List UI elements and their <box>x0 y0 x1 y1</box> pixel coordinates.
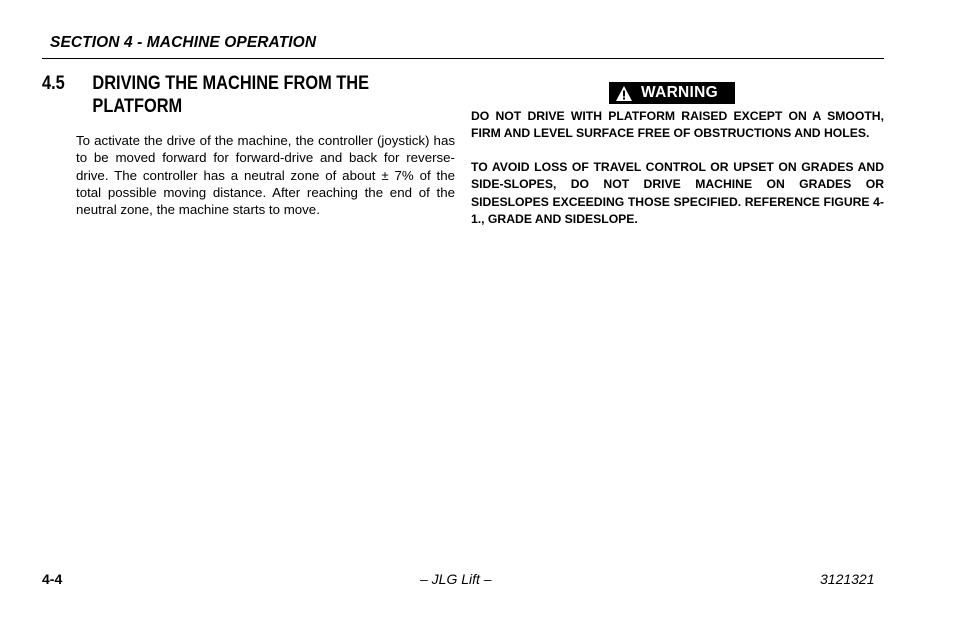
warning-badge <box>609 82 735 104</box>
document-number: 3121321 <box>820 571 875 587</box>
page-number: 4-4 <box>42 571 63 587</box>
warning-triangle-icon <box>615 85 633 102</box>
warning-paragraph: TO AVOID LOSS OF TRAVEL CONTROL OR UPSET ON GRADES AND SIDE-SLOPES, DO NOT DRIVE MACHINE ON GRADES OR SIDESLOPES EXCEEDING THOSE SPECIFIED. REFERENCE FIGURE 4-1., GRADE AND SIDESLOPE. <box>471 160 884 226</box>
warning-label: WARNING <box>641 84 719 101</box>
warning-paragraph: DO NOT DRIVE WITH PLATFORM RAISED EXCEPT ON A SMOOTH, FIRM AND LEVEL SURFACE FREE OF OBSTRUCTIONS AND HOLES. <box>471 109 884 141</box>
section-body-text: To activate the drive of the machine, the controller (joystick) has to be moved forward for forward-drive and back for reverse-drive. The controller has a neutral zone of about ± 7% of the total possible moving distance. After reaching the end of the neutral zone, the machine starts to move. <box>76 133 455 218</box>
section-header: SECTION 4 - MACHINE OPERATION <box>50 34 317 51</box>
section-number: 4.5 <box>42 72 65 94</box>
section-heading <box>42 72 395 118</box>
section-title: DRIVING THE MACHINE FROM THE PLATFORM <box>92 72 370 117</box>
footer-publisher: – JLG Lift – <box>420 571 492 587</box>
header-divider <box>42 58 884 59</box>
